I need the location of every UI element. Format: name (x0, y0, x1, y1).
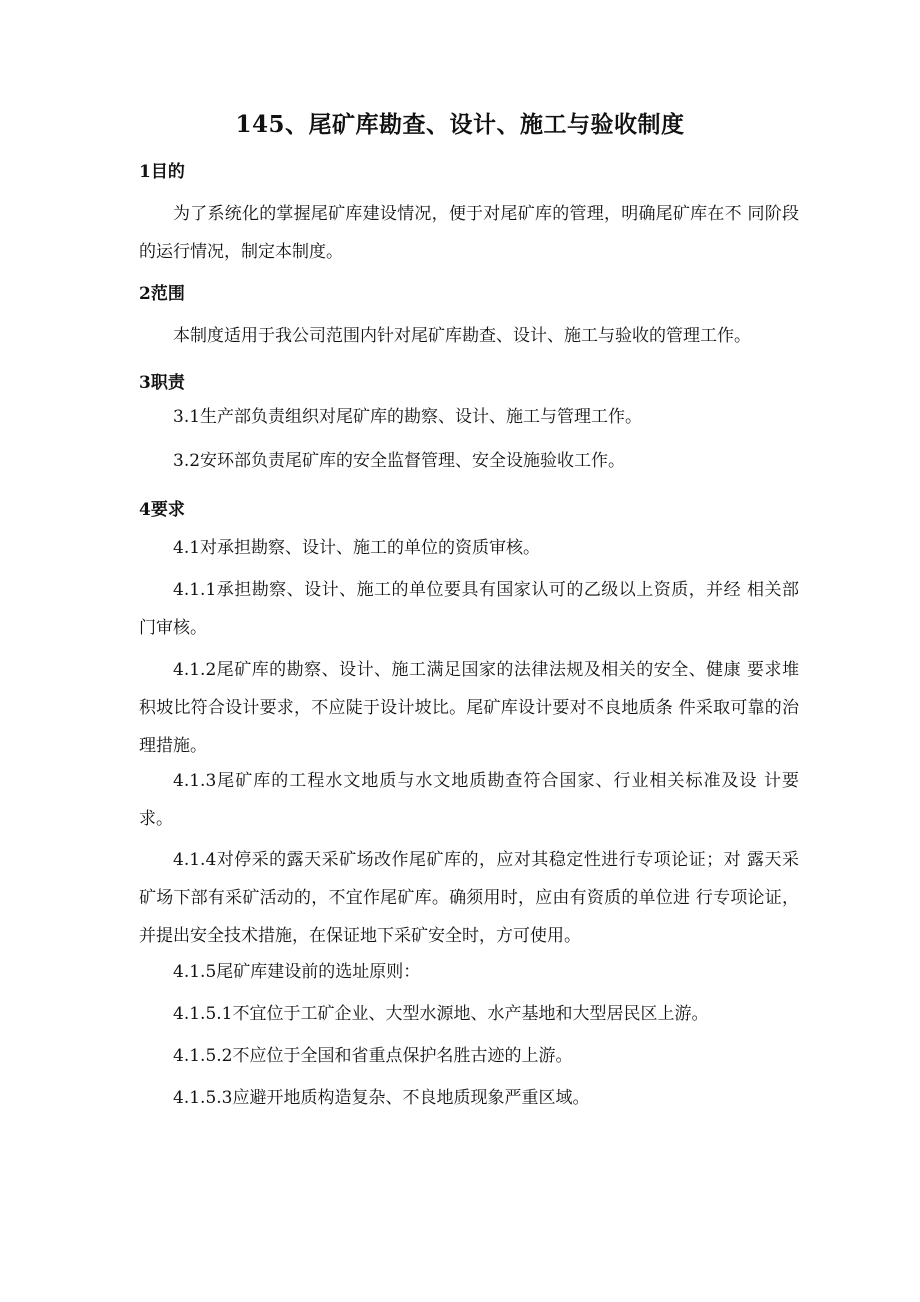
paragraph-purpose: 为了系统化的掌握尾矿库建设情况，便于对尾矿库的管理，明确尾矿库在不 同阶段的运行情况，制定本制度。 (139, 204, 799, 262)
document-title: 145、尾矿库勘查、设计、施工与验收制度 (235, 111, 685, 138)
paragraph-4-1-3: 4.1.3尾矿库的工程水文地质与水文地质勘查符合国家、行业相关标准及设 计要求。 (139, 771, 799, 829)
paragraph-4-1-5: 4.1.5尾矿库建设前的选址原则： (173, 962, 421, 982)
section-heading-requirements: 4要求 (139, 500, 185, 520)
paragraph-4-1-2: 4.1.2尾矿库的勘察、设计、施工满足国家的法律法规及相关的安全、健康 要求堆积坡比符合设计要求，不应陡于设计坡比。尾矿库设计要对不良地质条 件采取可靠的治理措施。 (139, 660, 799, 756)
section-heading-responsibilities: 3职责 (139, 373, 185, 393)
paragraph-scope: 本制度适用于我公司范围内针对尾矿库勘查、设计、施工与验收的管理工作。 (173, 326, 751, 346)
section-heading-scope: 2范围 (139, 284, 185, 304)
paragraph-4-1: 4.1对承担勘察、设计、施工的单位的资质审核。 (173, 538, 541, 558)
paragraph-3-2: 3.2安环部负责尾矿库的安全监督管理、安全设施验收工作。 (173, 451, 626, 471)
paragraph-4-1-1: 4.1.1承担勘察、设计、施工的单位要具有国家认可的乙级以上资质，并经 相关部门审核。 (139, 580, 799, 638)
paragraph-3-1: 3.1生产部负责组织对尾矿库的勘察、设计、施工与管理工作。 (173, 407, 643, 427)
section-heading-purpose: 1目的 (139, 162, 185, 182)
paragraph-4-1-5-2: 4.1.5.2不应位于全国和省重点保护名胜古迹的上游。 (173, 1046, 573, 1066)
paragraph-4-1-4: 4.1.4对停采的露天采矿场改作尾矿库的，应对其稳定性进行专项论证；对 露天采矿场下部有采矿活动的，不宜作尾矿库。确须用时，应由有资质的单位进 行专项论证，并提出安全技术措施，在保证地下采矿安全时，方可使用。 (139, 850, 799, 946)
paragraph-4-1-5-1: 4.1.5.1不宜位于工矿企业、大型水源地、水产基地和大型居民区上游。 (173, 1004, 709, 1024)
paragraph-4-1-5-3: 4.1.5.3应避开地质构造复杂、不良地质现象严重区域。 (173, 1088, 590, 1108)
